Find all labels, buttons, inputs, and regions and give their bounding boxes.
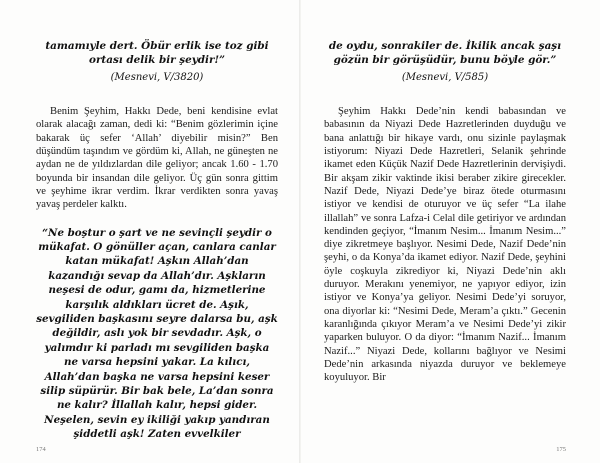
left-page-number: 174 (36, 446, 46, 453)
right-top-quote: de oydu, sonrakiler de. İkilik ancak şaşı gözün bir görüşüdür, bunu böyle gör.” (328, 40, 562, 66)
right-paragraph: Şeyhim Hakkı Dede’nin kendi babasından ve babasının da Niyazi Dede Hazretlerinden duyduğu ve bana anlattığı bir hikaye vardı, onu sizinle paylaşmak istiyorum: Niyazi Dede Hazretleri, Selanik şehrinde ikamet eden Küçük Nazif Dede Hazretlerinin dervişiydi. Bir akşam zikir vaktinde ikisi beraber zikire girecekler. Nazif Dede, Niyazi Dede’ye biraz ötede oturmasını istiyor ve kendisi de oturuyor ve üç sefer “La ilahe illallah” ve sonra Lafza-i Celal dile getiriyor ve ardından kendinden geçiyor, “İmanım Nesim... İmanım Nesim...” diye zikretmeye başlıyor. Nesimi Dede, Nazif Dede’nin şeyhi, o da Konya’da ikamet ediyor. Nazif Dede, şeyhini öyle coşkuyla zikrediyor ki, Niyazi Dede’nin aklı duruyor. Merakını yenemiyor, ne yapıyor ediyor, izin istiyor ve Konya’ya geliyor. Nesimi Dede’yi soruyor, ona diyorlar ki: “Nesimi Dede, Meram’a çıktı.” Gecenin karanlığında çıkıyor Meram’a ve Nesimi Dede’yi zikir yaparken buluyor. O da diyor: “İmanım Nazif... İmanım Nazif...” Niyazi Dede, kollarını bağlıyor ve Nesimi Dede’nin arkasında niyazda duruyor ve beklemeye koyuluyor. Bir (324, 106, 566, 384)
left-paragraph: Benim Şeyhim, Hakkı Dede, beni kendisine evlat olarak alacağı zaman, dedi ki: “Benim gözlerimin içine bakarak üç sefer ‘Allah’ diyebilir misin?” Ben düşündüm taşındım ve gördüm ki, Allah, ne güneşten ne aydan ne de yıldızlardan dile geliyor; ancak 1.60 - 1.70 boyunda bir insandan dile geliyor. Üç gün sonra gittim ve şeyhime ikrar verdim. İkrar verdikten sonra yavaş yavaş perdeler kalktı. (36, 106, 278, 211)
left-top-reference: (Mesnevi, V/3820) (110, 72, 204, 84)
right-top-reference: (Mesnevi, V/585) (401, 72, 489, 84)
right-page (300, 0, 600, 463)
left-top-quote: tamamıyle dert. Öbür erlik ise toz gibi ortası delik bir şeydir!” (45, 40, 269, 66)
right-page-number: 175 (556, 446, 566, 453)
left-block-quote: “Ne boştur o şart ve ne sevinçli şeydir o mükafat. O gönüller açan, canlara canlar katan mükafat! Aşkın Allah’dan kazandığı sevap da Allah’dır. Aşkların neşesi de odur, gamı da, hizmetlerine karşılık aldıkları ücret de. Aşık, sevgiliden başkasını seyre dalarsa bu, aşk değildir, aslı yok bir sevdadır. Aşk, o yalımdır ki parladı mı sevgiliden başka ne varsa hepsini yakar. La kılıcı, Allah’dan başka ne varsa hepsini keser silip süpürür. Bir bak bele, La’dan sonra ne kalır? İllallah kalır, hepsi gider. Neşelen, sevin ey ikiliği yakıp yandıran şiddetli aşk! Zaten evvelkiler (36, 226, 278, 441)
